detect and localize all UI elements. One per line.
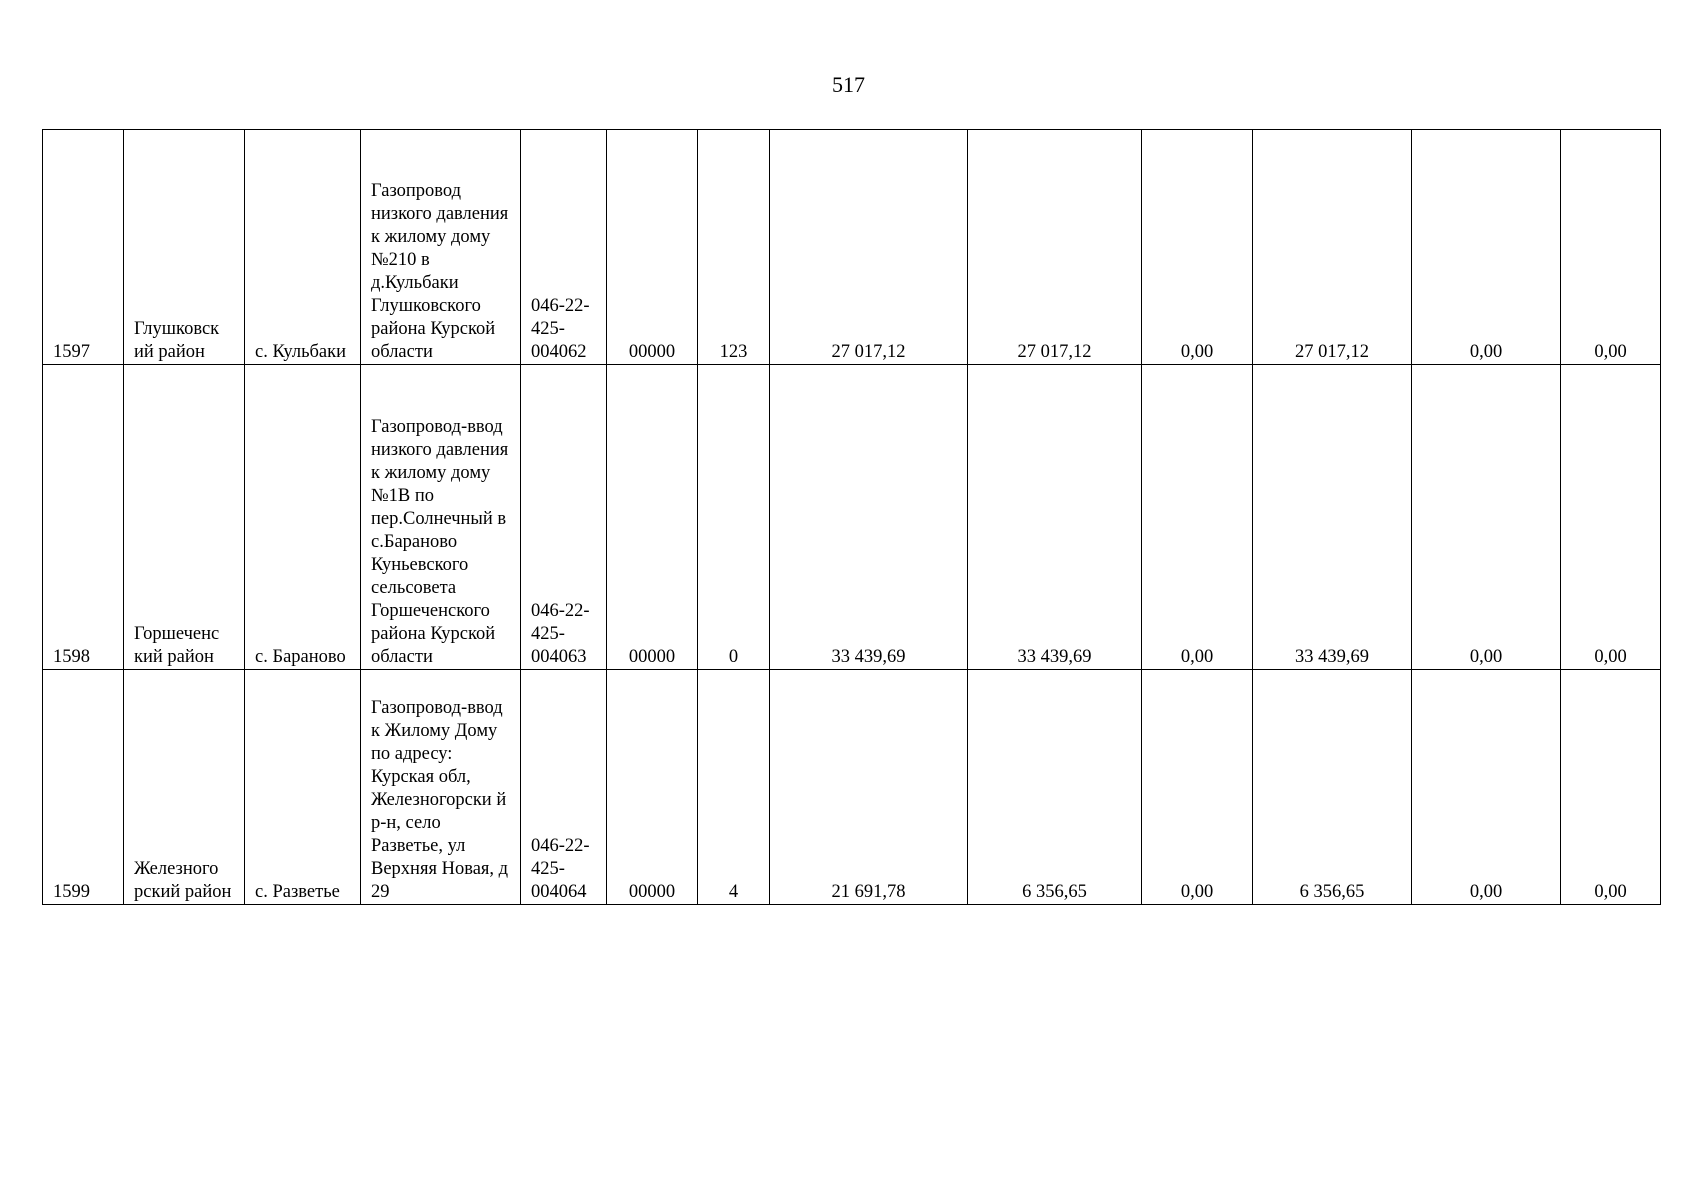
amount-cell: 0,00 (1412, 670, 1561, 905)
count-cell: 123 (698, 130, 770, 365)
amount-cell: 0,00 (1142, 670, 1253, 905)
district-cell: Горшеченс кий район (124, 365, 245, 670)
object-description-cell: Газопровод низкого давления к жилому дому №210 в д.Кульбаки Глушковского района Курской области (361, 130, 521, 365)
locality-cell: с. Разветье (245, 670, 361, 905)
amount-cell: 6 356,65 (1253, 670, 1412, 905)
amount-cell: 0,00 (1561, 365, 1661, 670)
amount-cell: 27 017,12 (968, 130, 1142, 365)
amount-cell: 0,00 (1561, 130, 1661, 365)
code-cell: 00000 (607, 365, 698, 670)
object-description-cell: Газопровод-ввод к Жилому Дому по адресу: Курская обл, Железногорски й р-н, село Разветье, ул Верхняя Новая, д 29 (361, 670, 521, 905)
amount-cell: 6 356,65 (968, 670, 1142, 905)
registry-code-cell: 046-22-425-004063 (521, 365, 607, 670)
amount-cell: 33 439,69 (770, 365, 968, 670)
amount-cell: 27 017,12 (770, 130, 968, 365)
registry-table (42, 129, 1661, 905)
count-cell: 0 (698, 365, 770, 670)
page-number: 517 (832, 72, 865, 97)
object-description-cell: Газопровод-ввод низкого давления к жилому дому №1В по пер.Солнечный в с.Бараново Куньевского сельсовета Горшеченского района Курской области (361, 365, 521, 670)
row-number: 1598 (43, 365, 124, 670)
amount-cell: 0,00 (1412, 365, 1561, 670)
amount-cell: 0,00 (1412, 130, 1561, 365)
code-cell: 00000 (607, 130, 698, 365)
table-row (43, 365, 1661, 670)
row-number: 1597 (43, 130, 124, 365)
amount-cell: 0,00 (1561, 670, 1661, 905)
table-row (43, 670, 1661, 905)
amount-cell: 33 439,69 (968, 365, 1142, 670)
amount-cell: 33 439,69 (1253, 365, 1412, 670)
amount-cell: 27 017,12 (1253, 130, 1412, 365)
table-row (43, 130, 1661, 365)
district-cell: Железного рский район (124, 670, 245, 905)
locality-cell: с. Кульбаки (245, 130, 361, 365)
row-number: 1599 (43, 670, 124, 905)
amount-cell: 0,00 (1142, 130, 1253, 365)
amount-cell: 0,00 (1142, 365, 1253, 670)
registry-code-cell: 046-22-425-004064 (521, 670, 607, 905)
locality-cell: с. Бараново (245, 365, 361, 670)
district-cell: Глушковск ий район (124, 130, 245, 365)
registry-code-cell: 046-22-425-004062 (521, 130, 607, 365)
amount-cell: 21 691,78 (770, 670, 968, 905)
code-cell: 00000 (607, 670, 698, 905)
count-cell: 4 (698, 670, 770, 905)
